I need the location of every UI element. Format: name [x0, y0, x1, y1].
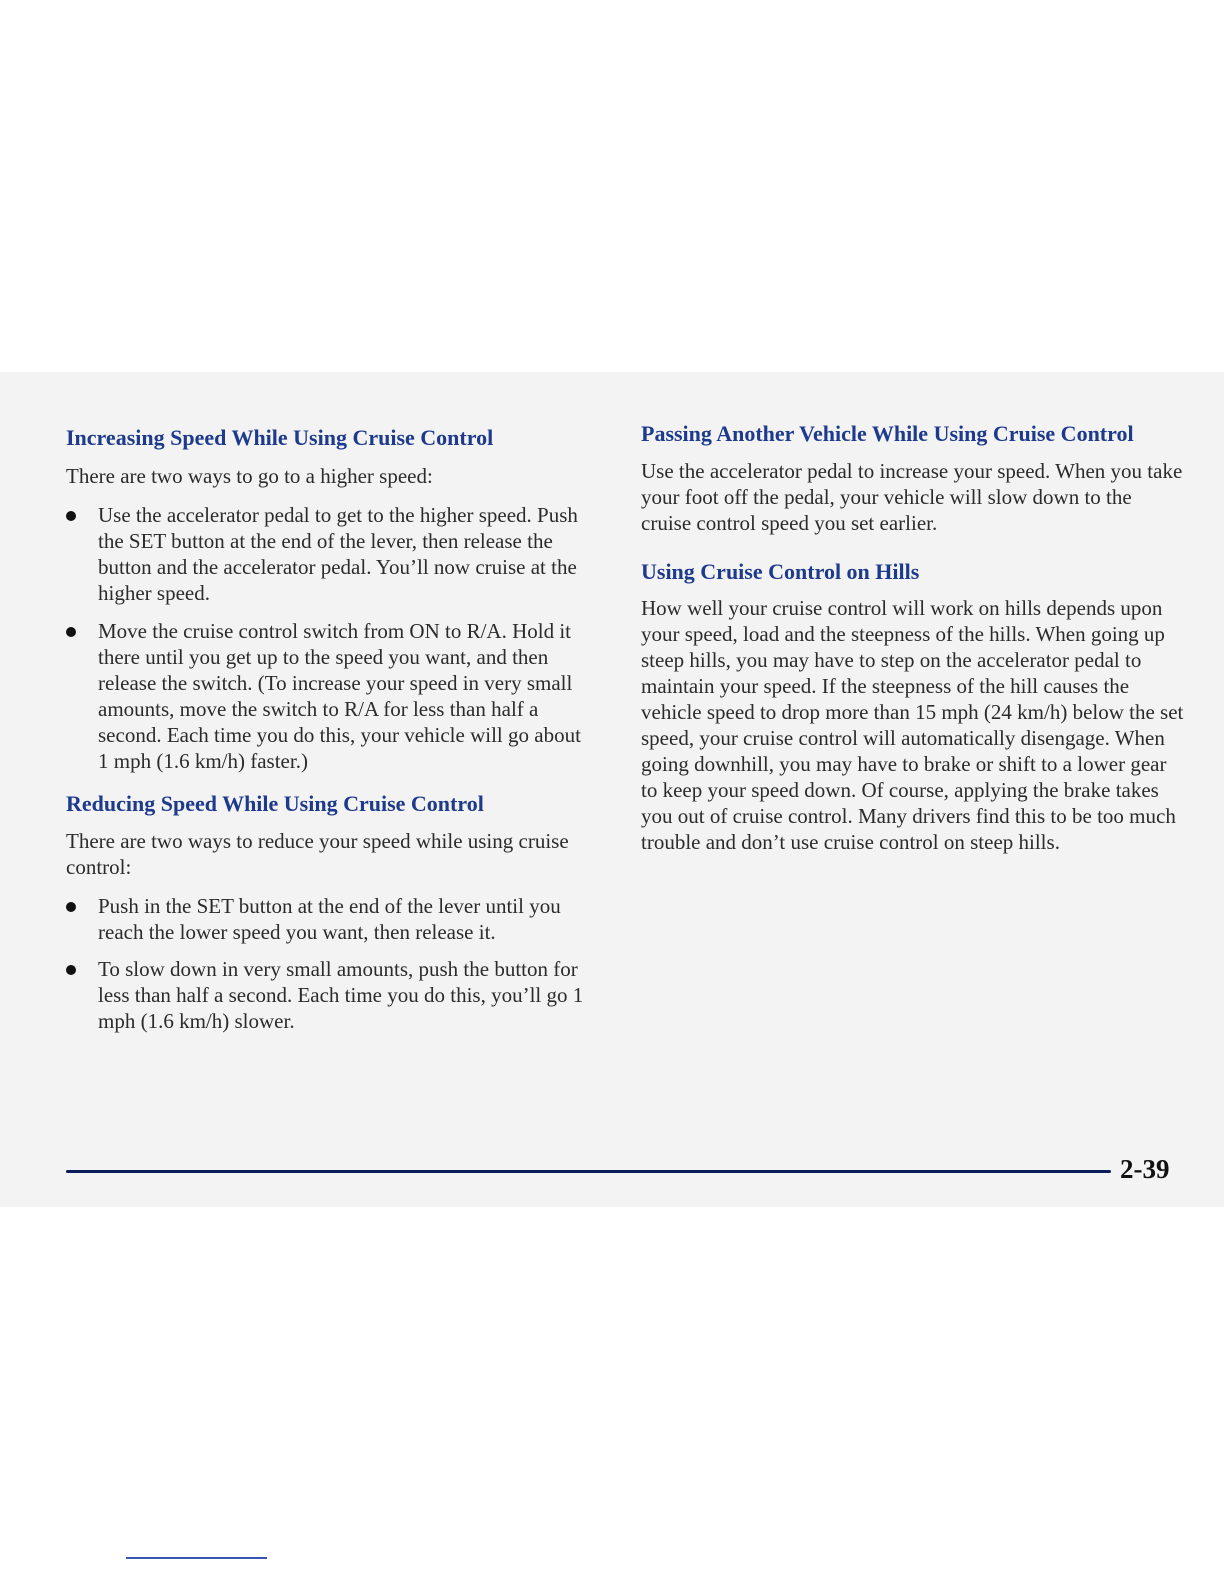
bullet-icon [66, 627, 76, 637]
footer-rule [66, 1170, 1111, 1173]
bullet-text: Use the accelerator pedal to get to the higher speed. Push the SET button at the end of the lever, then release the button and the accelerator pedal. You’ll now cruise at the higher speed. [98, 503, 578, 605]
passing-vehicle-body: Use the accelerator pedal to increase your speed. When you take your foot off the pedal, your vehicle will slow down to the cruise control speed you set earlier. [641, 459, 1183, 535]
bullet-text: Push in the SET button at the end of the lever until you reach the lower speed you want, then release it. [98, 894, 561, 944]
bullet-icon [66, 902, 76, 912]
reducing-speed-intro: There are two ways to reduce your speed while using cruise control: [66, 829, 569, 879]
list-item [66, 618, 591, 774]
bullet-text: Move the cruise control switch from ON to R/A. Hold it there until you get up to the speed you want, and then release the switch. (To increase your speed in very small amounts, move the switch to R/A for less than half a second. Each time you do this, your vehicle will go about 1 mph (1.6 km/h) faster.) [98, 619, 581, 773]
bullet-icon [66, 511, 76, 521]
manual-page [0, 372, 1224, 1207]
page-number: 2-39 [1120, 1154, 1170, 1184]
cruise-on-hills-body: How well your cruise control will work on hills depends upon your speed, load and the steepness of the hills. When going up steep hills, you may have to step on the accelerator pedal to maintain your speed. If the steepness of the hill causes the vehicle speed to drop more than 15 mph (24 km/h) below the set speed, your cruise control will automatically disengage. When going downhill, you may have to brake or shift to a lower gear to keep your speed down. Of course, applying the brake takes you out of cruise control. Many drivers find this to be too much trouble and don’t use cruise control on steep hills. [641, 596, 1184, 854]
bullet-icon [66, 965, 76, 975]
heading-cruise-on-hills: Using Cruise Control on Hills [641, 559, 920, 584]
bottom-underline-divider [126, 1557, 267, 1559]
list-item [66, 956, 591, 1034]
heading-reducing-speed: Reducing Speed While Using Cruise Control [66, 791, 484, 816]
heading-increasing-speed: Increasing Speed While Using Cruise Control [66, 425, 494, 450]
heading-passing-vehicle: Passing Another Vehicle While Using Cruise Control [641, 421, 1134, 446]
bullet-text: To slow down in very small amounts, push the button for less than half a second. Each time you do this, you’ll go 1 mph (1.6 km/h) slower. [98, 957, 584, 1033]
increasing-speed-intro: There are two ways to go to a higher speed: [66, 464, 433, 488]
list-item [66, 502, 591, 606]
list-item [66, 893, 591, 945]
